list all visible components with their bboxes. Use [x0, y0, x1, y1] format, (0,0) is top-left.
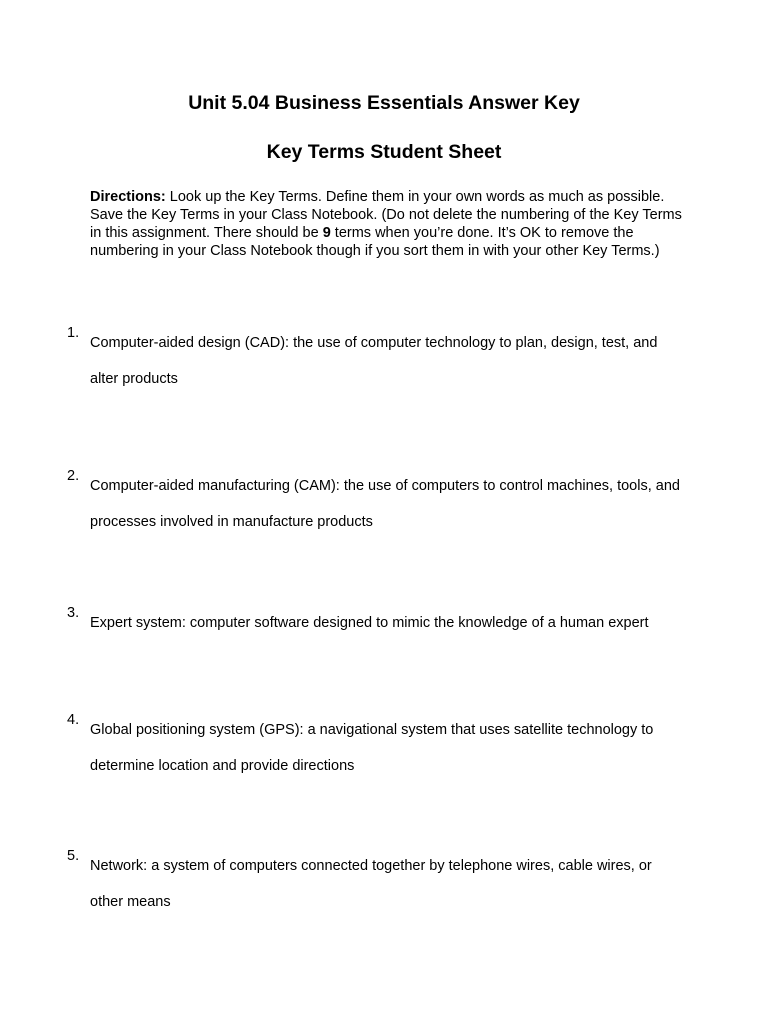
- directions-text-part1: Look up the Key Terms. Define them in your own words as much as possible. Save the Key Terms in your Class Notebook. (Do not delete the numbering of the Key Terms in this assignment. There should be: [90, 189, 682, 241]
- page-subtitle: Key Terms Student Sheet: [266, 141, 502, 163]
- key-term-text: Global positioning system (GPS): a navigational system that uses satellite technology to determine location and provide directions: [90, 722, 654, 774]
- directions-paragraph: [90, 188, 686, 260]
- page-title: Unit 5.04 Business Essentials Answer Key: [188, 92, 580, 114]
- key-term-number: 2.: [67, 468, 80, 484]
- directions-text-part2: terms when you’re done. It’s OK to remove the numbering in your Class Notebook though if you sort them in with your other Key Terms.): [90, 225, 660, 259]
- directions-label: Directions:: [90, 189, 166, 205]
- key-term-number: 5.: [67, 848, 80, 864]
- key-term-text: Network: a system of computers connected together by telephone wires, cable wires, or other means: [90, 858, 652, 910]
- key-term-text: Computer-aided manufacturing (CAM): the use of computers to control machines, tools, and processes involved in manufacture products: [90, 478, 680, 530]
- key-term-text: Expert system: computer software designed to mimic the knowledge of a human expert: [90, 615, 649, 631]
- key-term-number: 1.: [67, 325, 80, 341]
- key-term-text: Computer-aided design (CAD): the use of computer technology to plan, design, test, and alter products: [90, 335, 658, 387]
- key-term-number: 3.: [67, 605, 80, 621]
- directions-term-count: 9: [322, 225, 331, 241]
- key-term-number: 4.: [67, 712, 80, 728]
